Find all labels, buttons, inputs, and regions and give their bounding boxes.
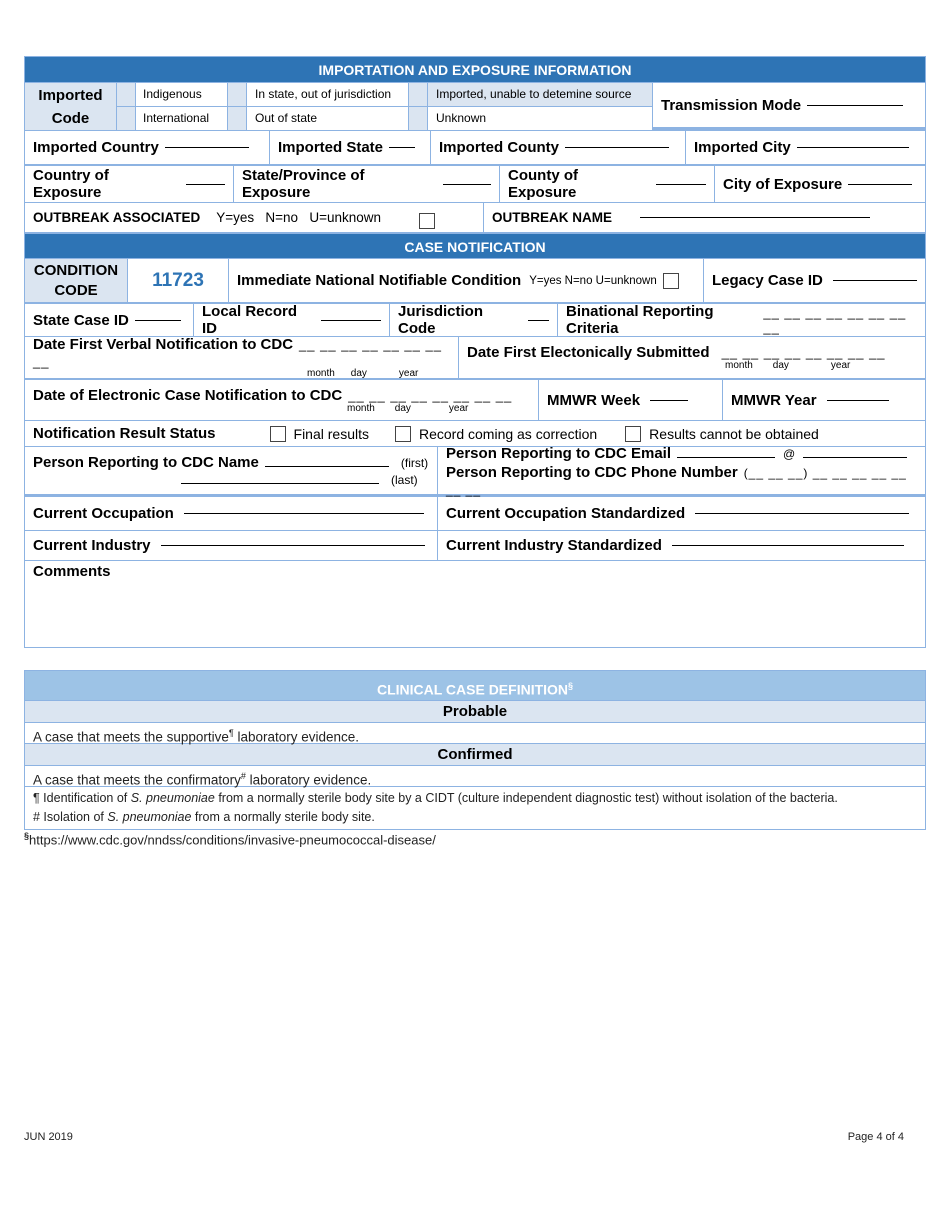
current-occupation-field[interactable]: [25, 497, 438, 530]
email-at: @: [783, 446, 796, 461]
cannot-obtain-checkbox[interactable]: [625, 426, 641, 442]
source-url[interactable]: [24, 831, 436, 847]
reporter-email-line: [677, 457, 775, 458]
current-occupation-line: [184, 513, 424, 514]
probable-text: [25, 723, 925, 744]
note2-b: from a normally sterile body site.: [191, 810, 375, 824]
imported-country-field[interactable]: [25, 131, 270, 164]
current-occupation-std-field[interactable]: [438, 497, 925, 530]
date-submitted-blanks: __ __ __ __ __ __ __ __: [721, 345, 886, 360]
imported-country-line: [165, 147, 249, 148]
current-industry-label: Current Industry: [33, 537, 151, 554]
date-submitted-day: day: [772, 360, 789, 371]
binational-label: Binational Reporting Criteria: [566, 303, 714, 337]
reporter-email-label: Person Reporting to CDC Email: [446, 444, 672, 462]
option-international: International: [136, 107, 228, 130]
current-occupation-std-label: Current Occupation Standardized: [446, 505, 686, 522]
immediate-options: Y=yes N=no U=unknown: [529, 274, 657, 287]
note1-a: ¶ Identification of: [33, 791, 131, 805]
note1-b: from a normally sterile body site by a CIDT (culture independent diagnostic test) without isolation of the bacteria.: [214, 791, 838, 805]
local-record-id-line: [321, 320, 381, 321]
cannot-obtain-label: Results cannot be obtained: [649, 425, 819, 442]
date-electronic-case-day: day: [394, 402, 411, 414]
indigenous-checkbox[interactable]: [117, 83, 136, 106]
note2-a: # Isolation of: [33, 810, 108, 824]
reporter-name-label: Person Reporting to CDC Name: [33, 454, 259, 471]
result-status-label: Notification Result Status: [33, 425, 216, 442]
clinical-header: [25, 671, 925, 701]
current-industry-std-field[interactable]: [438, 531, 925, 560]
date-electronic-case-year: year: [448, 402, 469, 414]
clinical-title-mark: §: [568, 681, 574, 691]
immediate-label: Immediate National Notifiable Condition: [237, 272, 522, 289]
country-exposure-label: Country of Exposure: [33, 167, 109, 201]
date-submitted-year: year: [830, 360, 851, 371]
url-text: https://www.cdc.gov/nndss/conditions/invasive-pneumococcal-disease/: [29, 832, 436, 848]
state-case-id-label: State Case ID: [33, 311, 129, 329]
unable-checkbox[interactable]: [409, 83, 428, 106]
imported-county-label: Imported County: [439, 139, 559, 156]
current-industry-field[interactable]: [25, 531, 438, 560]
date-verbal-day: day: [350, 368, 367, 379]
last-label: (last): [391, 473, 418, 487]
binational-field[interactable]: [558, 304, 925, 336]
outbreak-name-line: [640, 217, 870, 218]
reporter-name-field[interactable]: [25, 447, 438, 494]
mmwr-week-field[interactable]: [539, 380, 723, 420]
reporter-contact-field[interactable]: [438, 444, 925, 497]
confirmed-text-a: A case that meets the confirmatory: [33, 772, 241, 788]
city-exposure-field[interactable]: [715, 166, 925, 202]
confirmed-heading: Confirmed: [25, 744, 925, 766]
local-record-id-label: Local Record ID: [202, 303, 298, 337]
current-industry-std-line: [672, 545, 904, 546]
legacy-case-id-line: [833, 280, 917, 281]
imported-county-field[interactable]: [431, 131, 686, 164]
condition-code-value: 11723: [152, 269, 204, 291]
outbreak-checkbox[interactable]: [419, 213, 435, 229]
date-verbal-blanks: __ __ __ __ __ __ __ __: [33, 337, 442, 369]
mmwr-year-line: [827, 400, 889, 401]
imported-state-line: [389, 147, 415, 148]
current-occupation-label: Current Occupation: [33, 505, 174, 522]
note-supportive: [33, 789, 917, 808]
imported-city-field[interactable]: [686, 131, 925, 164]
immediate-field: [229, 259, 704, 302]
mmwr-week-label: MMWR Week: [547, 391, 641, 409]
url-mark: §: [24, 831, 30, 841]
transmission-mode-line: [807, 105, 903, 106]
outbreak-name-field[interactable]: [484, 203, 925, 232]
footer-page: Page 4 of 4: [847, 1131, 904, 1143]
note-confirmatory: [33, 808, 917, 827]
city-exposure-line: [848, 184, 912, 185]
condition-code-cell: [128, 259, 229, 302]
date-electronic-case-field[interactable]: [25, 380, 539, 420]
option-in-state: In state, out of jurisdiction: [247, 83, 409, 106]
notification-header: CASE NOTIFICATION: [25, 233, 925, 259]
mmwr-year-field[interactable]: [723, 380, 925, 420]
immediate-checkbox[interactable]: [663, 273, 679, 289]
state-exposure-label: State/Province of Exposure: [242, 167, 365, 201]
country-exposure-line: [186, 184, 226, 185]
current-occupation-std-line: [695, 513, 909, 514]
mmwr-year-label: MMWR Year: [731, 391, 817, 409]
jurisdiction-code-line: [528, 320, 549, 321]
reporter-phone-blanks: (__ __ __) __ __ __ __ __ __ __: [446, 465, 907, 497]
imported-city-label: Imported City: [694, 139, 791, 156]
mmwr-week-line: [650, 400, 688, 401]
date-submitted-label: Date First Electonically Submitted: [467, 344, 710, 361]
reporter-phone-label: Person Reporting to CDC Phone Number: [446, 463, 738, 481]
reporter-email-domain-line: [803, 457, 907, 458]
note2-italic: S. pneumoniae: [107, 810, 192, 824]
in-state-checkbox[interactable]: [228, 83, 247, 106]
international-checkbox[interactable]: [117, 107, 136, 130]
outbreak-options: Y=yes N=no U=unknown: [216, 210, 381, 225]
comments-field[interactable]: [25, 561, 925, 647]
reporter-first-line: [265, 466, 389, 467]
imported-city-line: [797, 147, 909, 148]
final-results-checkbox[interactable]: [270, 426, 286, 442]
county-exposure-line: [656, 184, 706, 185]
condition-code-label: CONDITION CODE: [25, 259, 128, 302]
option-unknown: Unknown: [436, 111, 487, 125]
correction-label: Record coming as correction: [418, 425, 598, 442]
county-exposure-field[interactable]: [500, 166, 715, 202]
result-status-field: [25, 421, 925, 446]
probable-text-b: laboratory evidence.: [233, 729, 360, 745]
county-exposure-label: County of Exposure: [508, 167, 578, 201]
current-industry-line: [161, 545, 425, 546]
date-electronic-case-month: month: [347, 402, 375, 414]
state-case-id-field[interactable]: [25, 304, 194, 336]
imported-code-label: Imported Code: [25, 83, 117, 130]
clinical-title: CLINICAL CASE DEFINITION: [376, 681, 569, 698]
state-case-id-line: [135, 320, 181, 321]
date-verbal-month: month: [307, 368, 335, 379]
confirmed-mark: #: [240, 771, 246, 781]
date-electronic-case-label: Date of Electronic Case Notification to CDC: [33, 386, 343, 404]
clinical-definition-table: [24, 670, 926, 830]
unknown-checkbox[interactable]: [409, 107, 428, 130]
confirmed-text: [25, 766, 925, 787]
comments-label: Comments: [33, 563, 111, 580]
imported-state-label: Imported State: [278, 139, 384, 156]
city-exposure-label: City of Exposure: [723, 175, 843, 193]
option-unable: Imported, unable to detemine source: [428, 83, 652, 106]
country-exposure-field[interactable]: [25, 166, 234, 202]
date-submitted-field[interactable]: [459, 337, 925, 378]
final-results-label: Final results: [293, 425, 369, 442]
imported-country-label: Imported Country: [33, 139, 159, 156]
date-submitted-month: month: [725, 360, 753, 371]
state-exposure-field[interactable]: [234, 166, 500, 202]
probable-mark: ¶: [228, 728, 234, 738]
legacy-case-id-label: Legacy Case ID: [712, 272, 823, 289]
outbreak-name-label: OUTBREAK NAME: [492, 210, 612, 225]
local-record-id-field[interactable]: [194, 304, 390, 336]
probable-text-a: A case that meets the supportive: [33, 729, 229, 745]
date-verbal-label: Date First Verbal Notification to CDC: [33, 336, 294, 353]
binational-blanks: __ __ __ __ __ __ __ __: [763, 305, 907, 335]
correction-checkbox[interactable]: [395, 426, 411, 442]
probable-heading: Probable: [25, 701, 925, 723]
first-label: (first): [400, 456, 429, 470]
date-verbal-year: year: [398, 368, 419, 379]
option-indigenous: Indigenous: [136, 83, 228, 106]
transmission-mode-field[interactable]: [653, 83, 925, 130]
date-electronic-case-blanks: __ __ __ __ __ __ __ __: [348, 387, 513, 403]
clinical-notes: [25, 787, 925, 829]
imported-county-line: [565, 147, 669, 148]
imported-state-field[interactable]: [270, 131, 431, 164]
transmission-mode-label: Transmission Mode: [661, 96, 802, 114]
confirmed-text-b: laboratory evidence.: [245, 772, 372, 788]
outbreak-associated-label: OUTBREAK ASSOCIATED: [33, 210, 201, 225]
reporter-last-line: [181, 483, 379, 484]
importation-section: [24, 56, 926, 648]
jurisdiction-code-label: Jurisdiction Code: [398, 303, 484, 337]
outbreak-associated-field: [25, 203, 484, 232]
current-industry-std-label: Current Industry Standardized: [446, 537, 662, 554]
option-out-of-state: Out of state: [247, 107, 409, 130]
date-verbal-field[interactable]: [25, 337, 459, 378]
jurisdiction-code-field[interactable]: [390, 304, 558, 336]
out-of-state-checkbox[interactable]: [228, 107, 247, 130]
state-exposure-line: [443, 184, 491, 185]
note1-italic: S. pneumoniae: [130, 791, 215, 805]
footer-date: JUN 2019: [24, 1131, 73, 1143]
legacy-case-id-field[interactable]: [704, 259, 925, 302]
importation-header: IMPORTATION AND EXPOSURE INFORMATION: [25, 57, 925, 83]
